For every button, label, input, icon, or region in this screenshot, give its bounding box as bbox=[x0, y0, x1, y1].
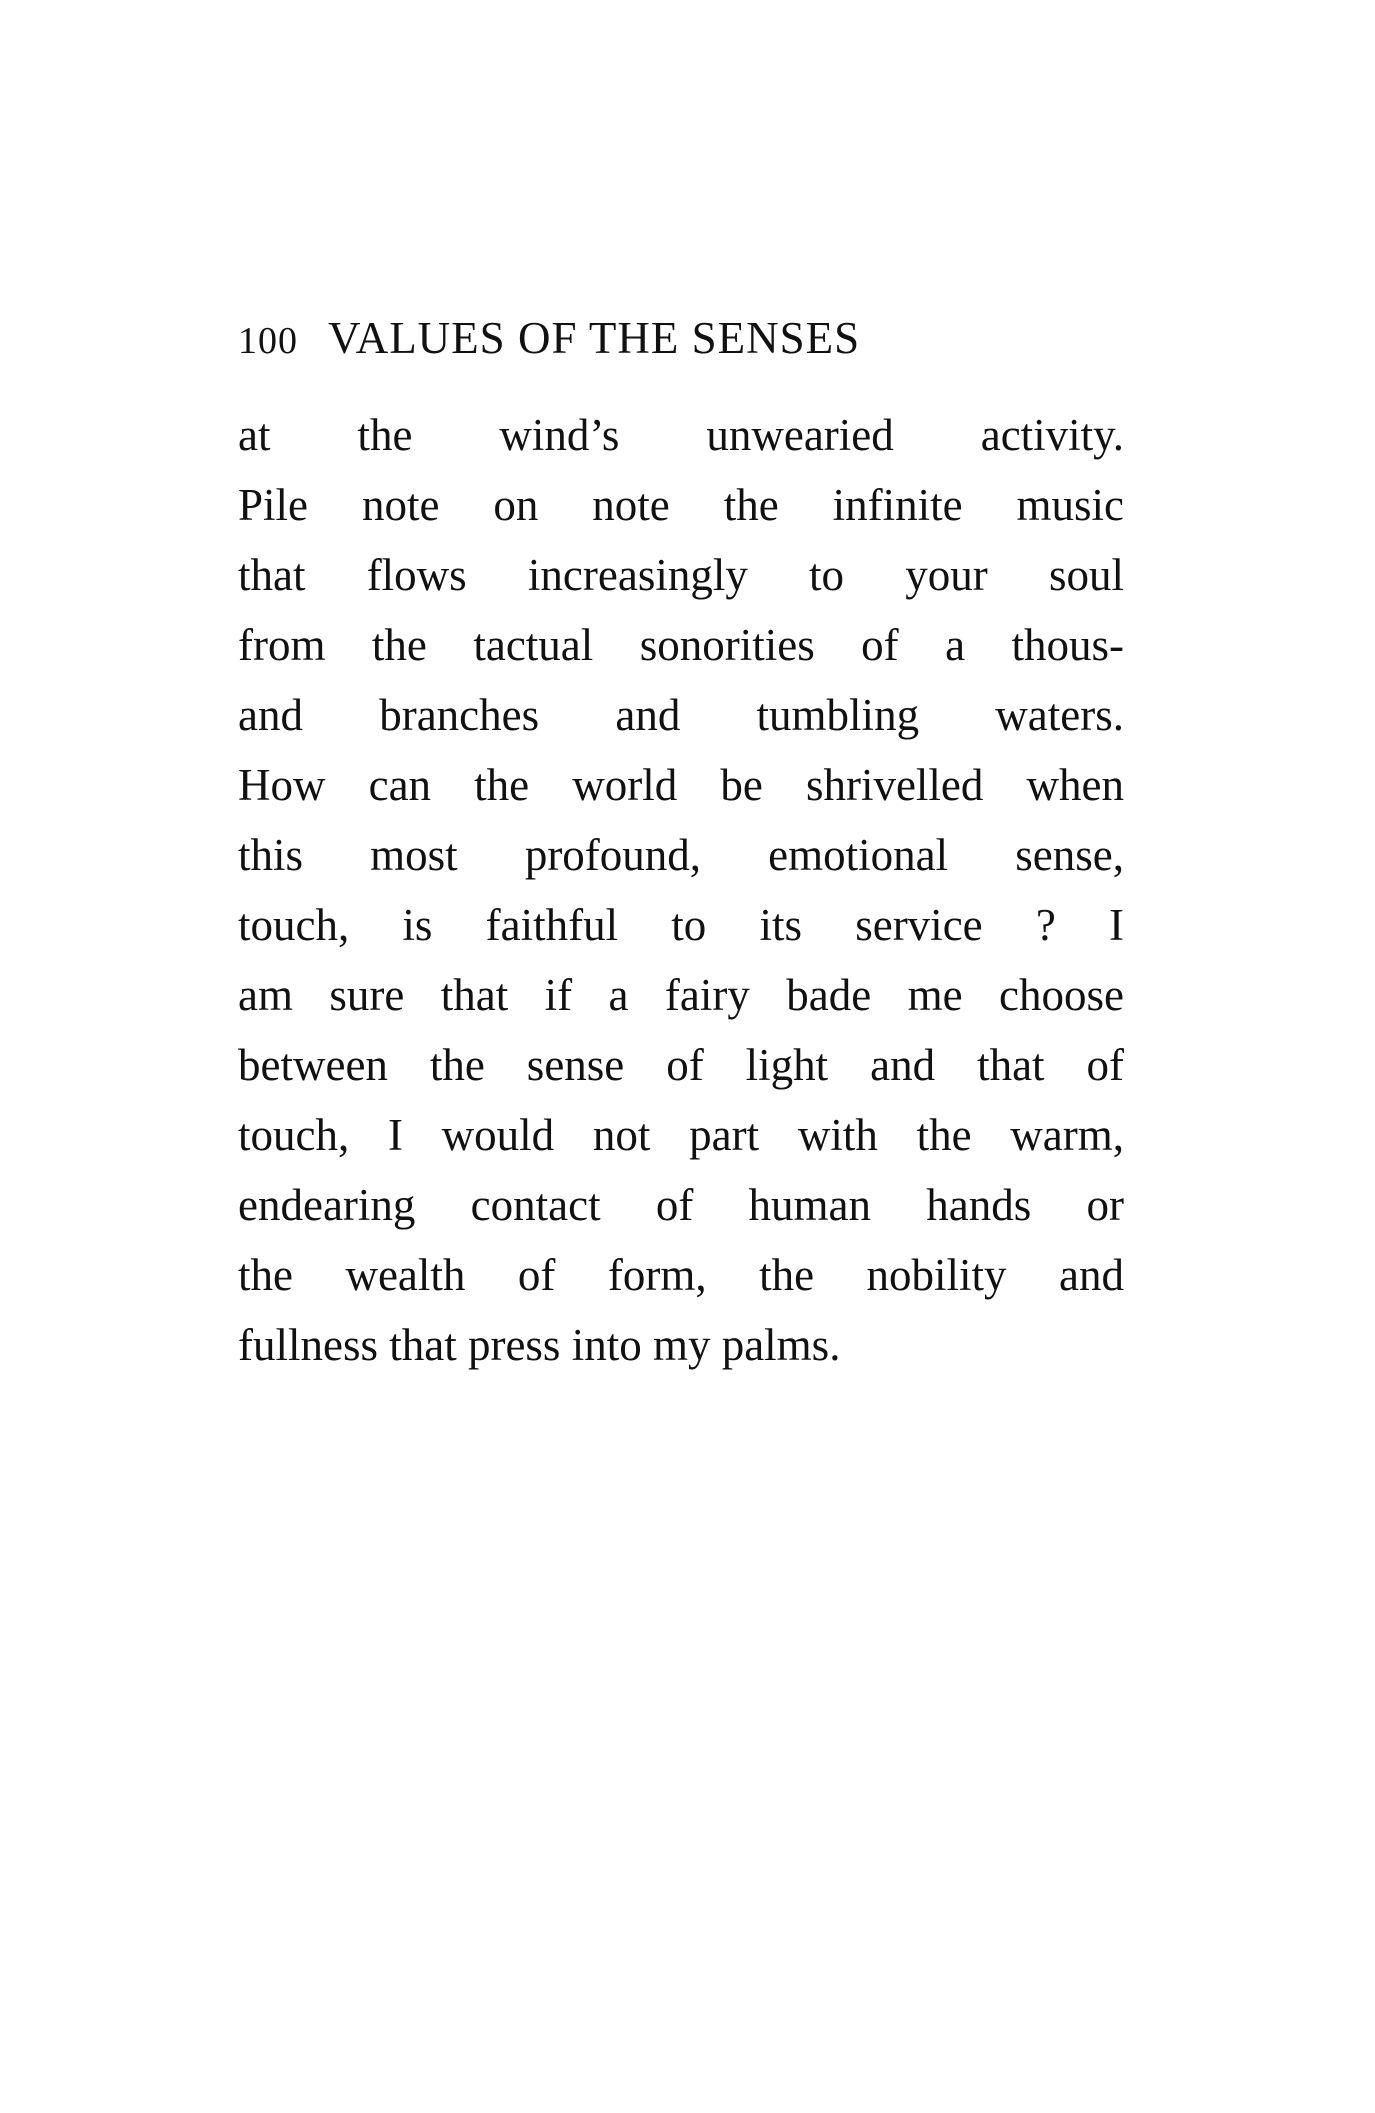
body-paragraph bbox=[238, 400, 1124, 1380]
text-line: between the sense of light and that of bbox=[238, 1040, 1124, 1090]
text-line: the wealth of form, the nobility and bbox=[238, 1250, 1124, 1300]
text-line: that flows increasingly to your soul bbox=[238, 550, 1124, 600]
text-line: fullness that press into my palms. bbox=[238, 1320, 841, 1370]
text-line: How can the world be shrivelled when bbox=[238, 760, 1124, 810]
text-line: and branches and tumbling waters. bbox=[238, 690, 1124, 740]
text-line: Pile note on note the infinite music bbox=[238, 480, 1124, 530]
page-number: 100 bbox=[238, 320, 298, 362]
text-line: this most profound, emotional sense, bbox=[238, 830, 1124, 880]
text-line: touch, I would not part with the warm, bbox=[238, 1110, 1124, 1160]
text-line: am sure that if a fairy bade me choose bbox=[238, 970, 1124, 1020]
text-line: endearing contact of human hands or bbox=[238, 1180, 1124, 1230]
running-head bbox=[238, 312, 1138, 372]
running-title: VALUES OF THE SENSES bbox=[328, 313, 861, 363]
text-line: from the tactual sonorities of a thous- bbox=[238, 620, 1124, 670]
text-line: touch, is faithful to its service ? I bbox=[238, 900, 1124, 950]
text-line: at the wind’s unwearied activity. bbox=[238, 410, 1124, 460]
